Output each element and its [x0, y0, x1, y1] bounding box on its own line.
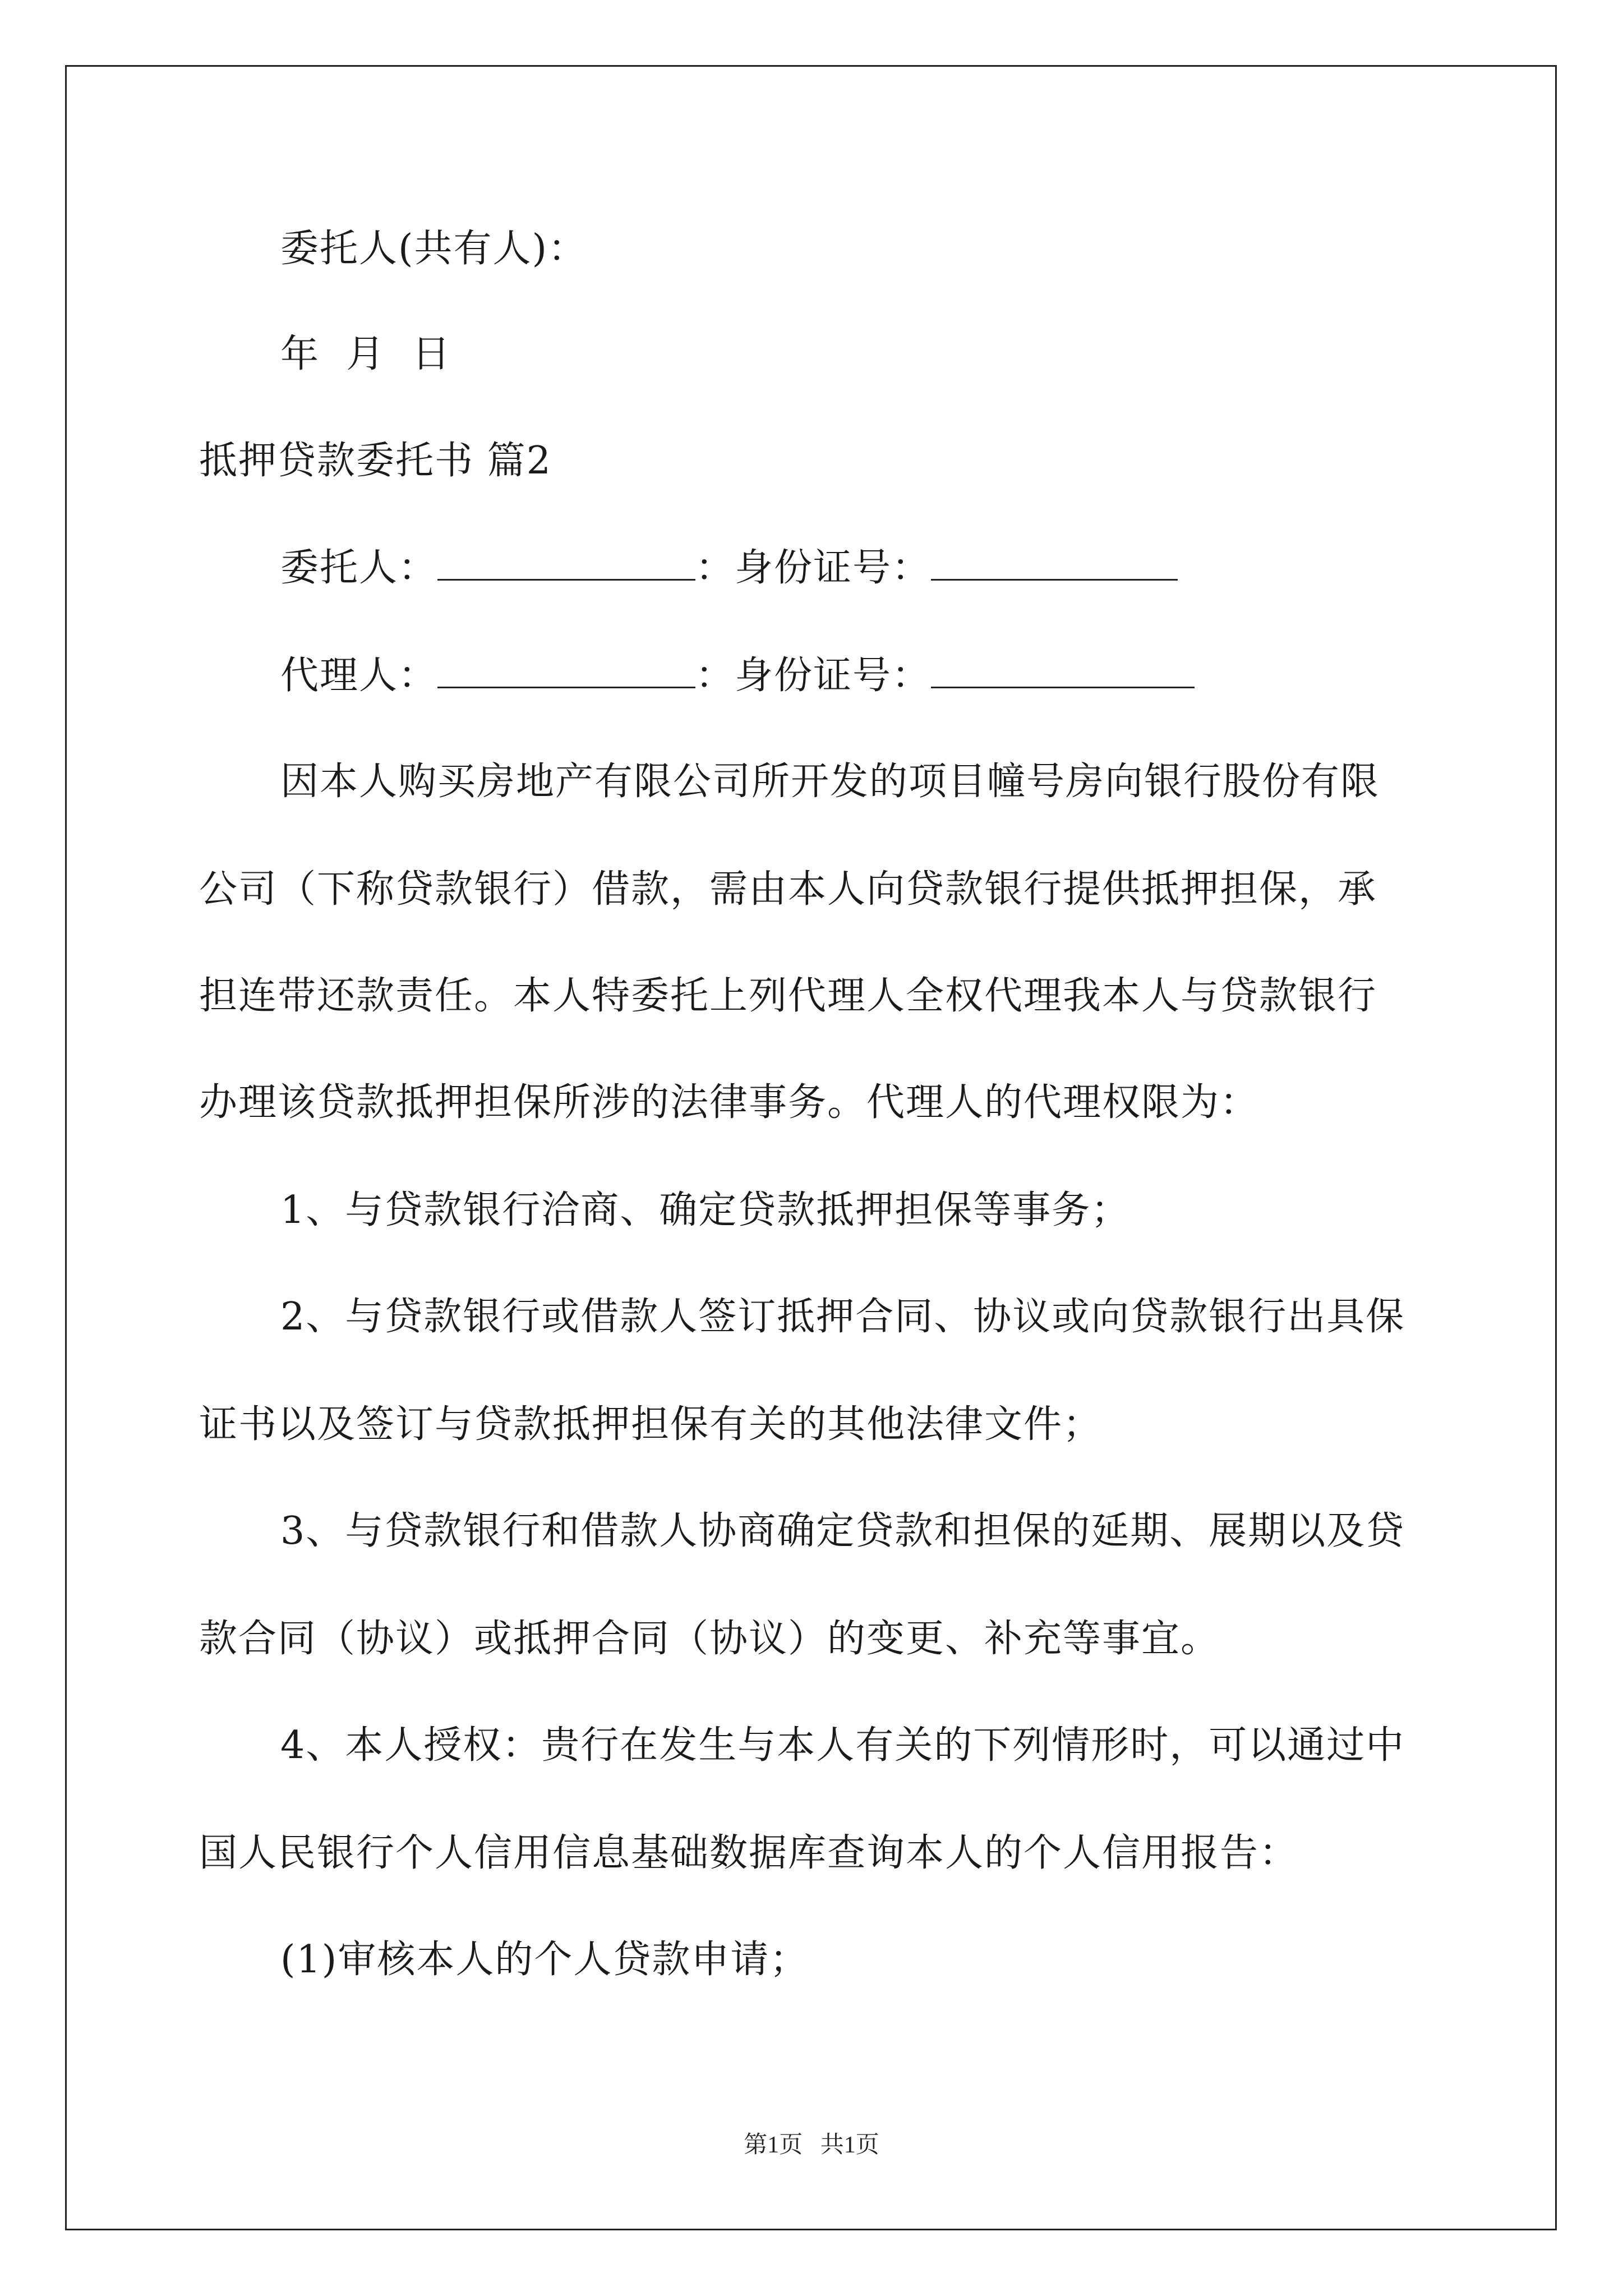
body-paragraph-line: 因本人购买房地产有限公司所开发的项目幢号房向银行股份有限: [280, 760, 1380, 804]
principal-label: 委托人：: [280, 546, 438, 590]
principal-id-label: ：身份证号：: [695, 546, 932, 590]
clause-1: 1、与贷款银行洽商、确定贷款抵押担保等事务；: [280, 1188, 1131, 1232]
clause-2-cont: 证书以及签订与贷款抵押担保有关的其他法律文件；: [199, 1402, 1103, 1447]
principal-id-blank[interactable]: [931, 549, 1178, 581]
body-paragraph-line: 办理该贷款抵押担保所涉的法律事务。代理人的代理权限为：: [199, 1080, 1260, 1125]
clause-4-cont: 国人民银行个人信用信息基础数据库查询本人的个人信用报告：: [199, 1831, 1299, 1875]
page-border: [65, 65, 1557, 2230]
body-paragraph-line: 担连带还款责任。本人特委托上列代理人全权代理我本人与贷款银行: [199, 974, 1377, 1018]
page-number-footer: 第1页 共1页: [744, 2132, 879, 2158]
clause-3-cont: 款合同（协议）或抵押合同（协议）的变更、补充等事宜。: [199, 1617, 1220, 1661]
body-paragraph-line: 公司（下称贷款银行）借款，需由本人向贷款银行提供抵押担保，承: [199, 867, 1377, 912]
date-line: 年 月 日: [280, 332, 451, 376]
agent-label: 代理人：: [280, 654, 438, 698]
clause-3: 3、与贷款银行和借款人协商确定贷款和担保的延期、展期以及贷: [280, 1509, 1405, 1553]
principal-line: [280, 546, 1178, 590]
principal-co-owner-label: 委托人(共有人)：: [280, 227, 588, 271]
sub-clause-1: (1)审核本人的个人贷款申请；: [280, 1938, 809, 1982]
clause-2: 2、与贷款银行或借款人签订抵押合同、协议或向贷款银行出具保: [280, 1295, 1405, 1339]
agent-name-blank[interactable]: [437, 656, 695, 688]
principal-name-blank[interactable]: [437, 549, 695, 581]
agent-line: [280, 654, 1195, 698]
agent-id-blank[interactable]: [931, 656, 1195, 688]
agent-id-label: ：身份证号：: [695, 654, 932, 698]
section-heading: 抵押贷款委托书 篇2: [199, 439, 552, 483]
clause-4: 4、本人授权：贵行在发生与本人有关的下列情形时，可以通过中: [280, 1723, 1405, 1768]
